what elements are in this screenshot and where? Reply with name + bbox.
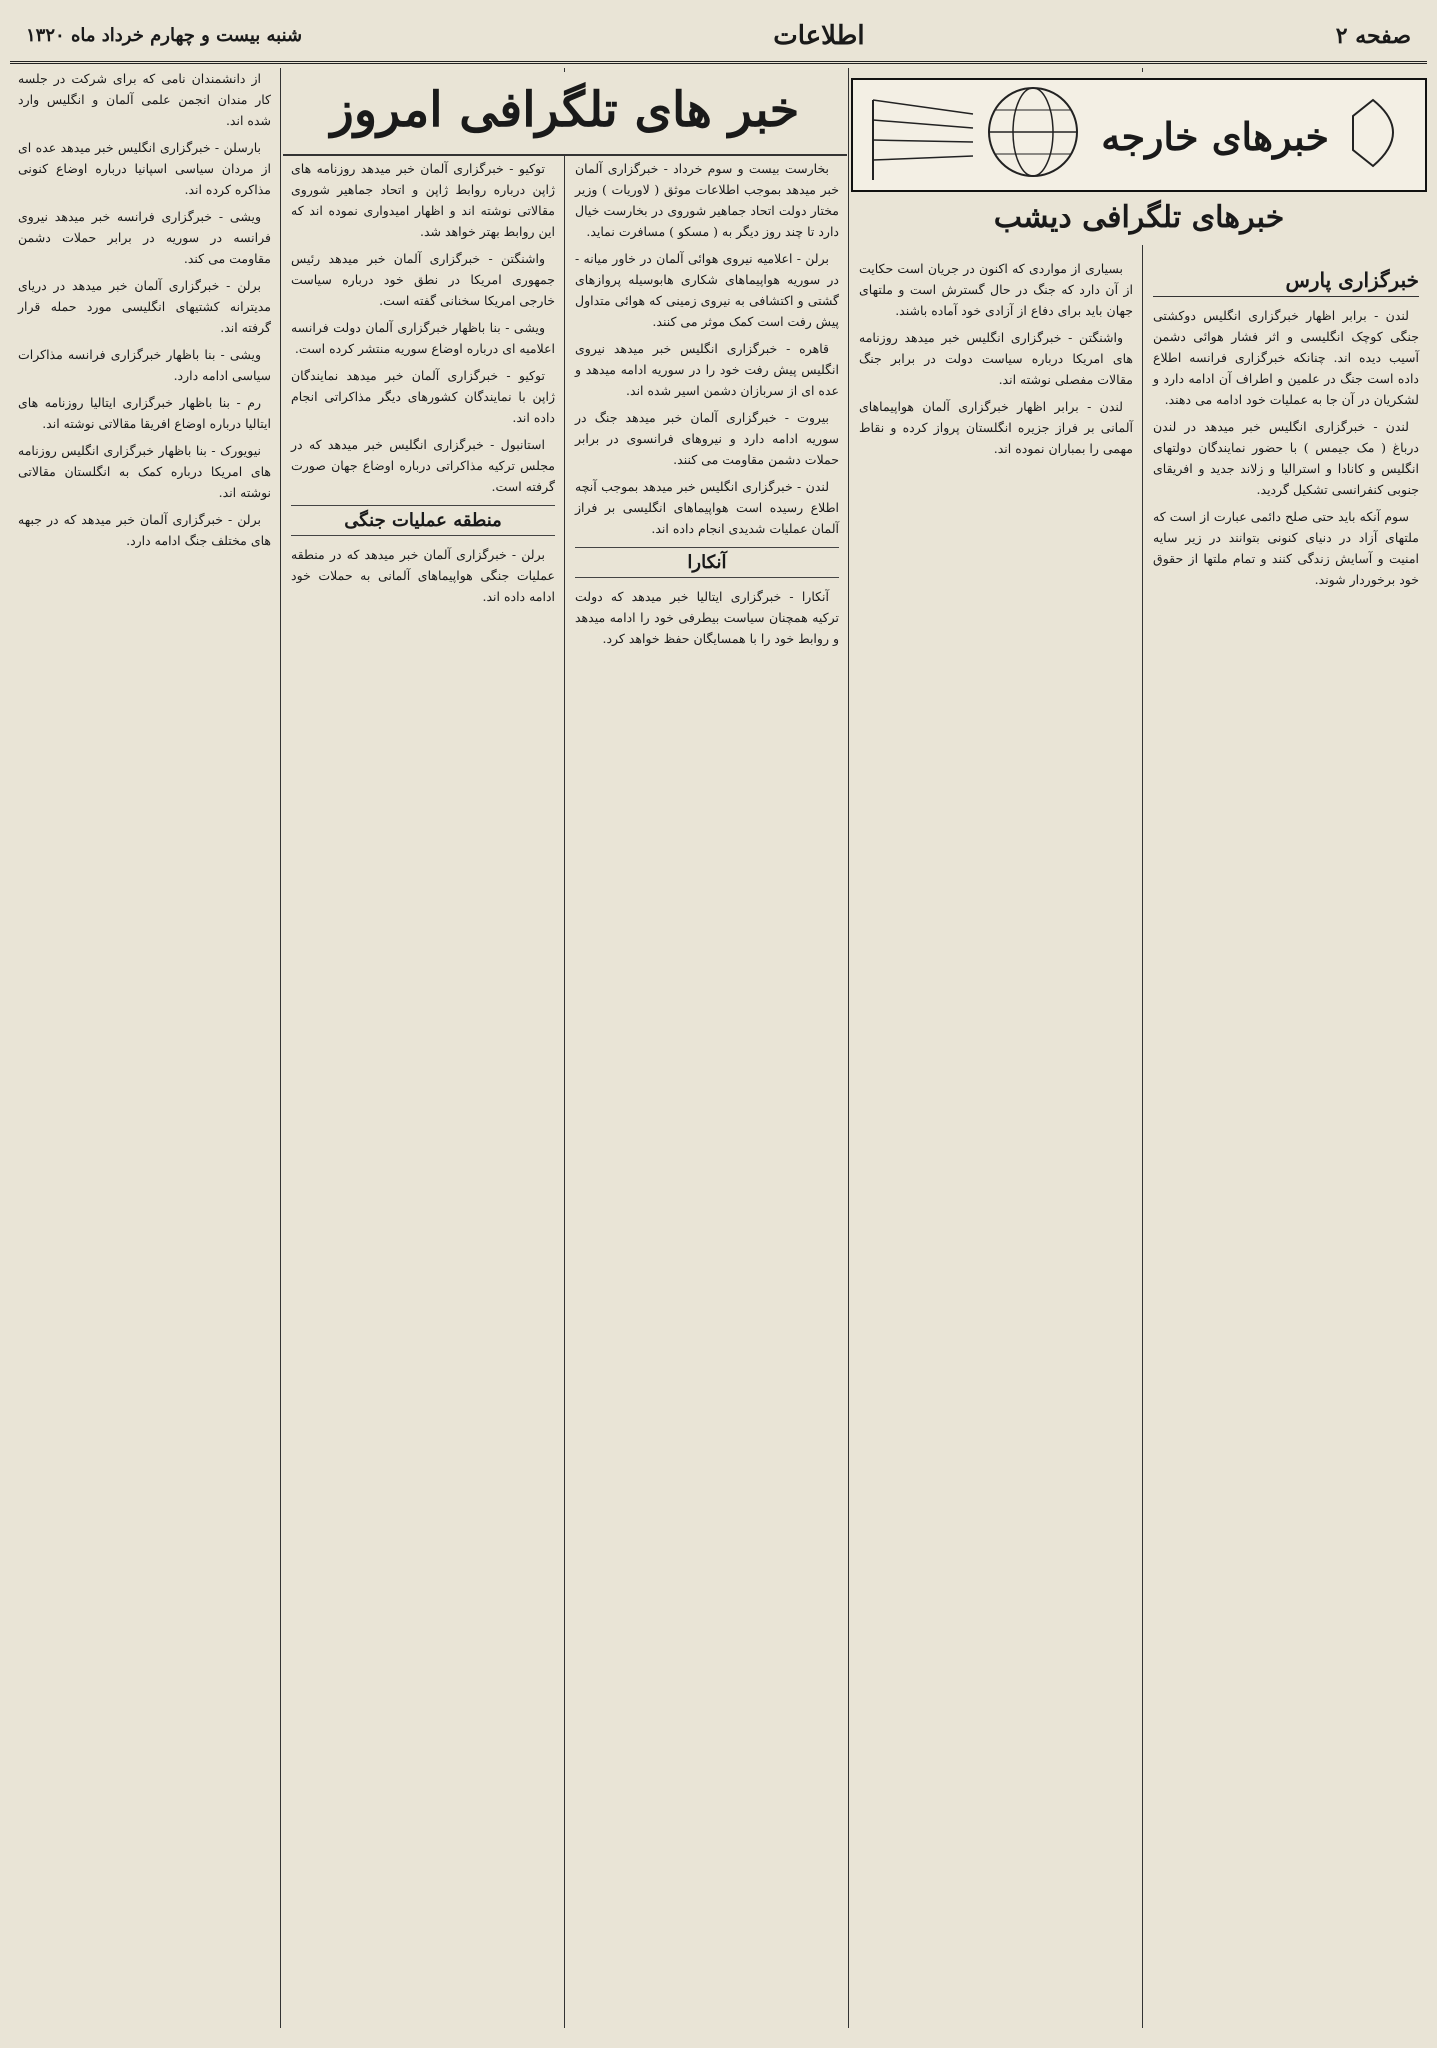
foreign-news-banner (851, 78, 1427, 192)
today-paragraph: توکیو - خبرگزاری آلمان خبر میدهد نمایندگان ژاپن با نمایندگان کشورهای دیگر مذاکراتی انجام داده اند. (291, 368, 555, 425)
issue-date: شنبه بیست و چهارم خرداد ماه ۱۳۲۰ (26, 25, 303, 46)
today-paragraph: بخارست بیست و سوم خرداد - خبرگزاری آلمان خبر میدهد بموجب اطلاعات موثق ( لاوریات ) وزیر مختار دولت اتحاد جماهیر شوروی در بخارست خیال دارد تا چند روز دیگر به ( مسکو ) مسافرت نماید. (575, 161, 839, 239)
column-today-1 (567, 68, 847, 2028)
today-text-1 (575, 158, 839, 539)
today-paragraph: بارسلن - خبرگزاری انگلیس خبر میدهد عده ای از مردان سیاسی اسپانیا درباره اوضاع کنونی مذاکره کرده اند. (18, 140, 271, 197)
column-today-3 (10, 68, 279, 2028)
column-rule (564, 68, 565, 2028)
foreign-paragraph: واشنگتن - خبرگزاری انگلیس خبر میدهد روزنامه های امریکا درباره سیاست دولت در برابر جنگ مقالات مفصلی نوشته اند. (859, 330, 1133, 387)
newspaper-page (10, 10, 1427, 2038)
foreign-text-1 (1153, 305, 1419, 590)
paper-name: اطلاعات (773, 20, 865, 51)
foreign-news-title: خبرهای خارجه (1101, 114, 1329, 159)
foreign-paragraph: سوم آنکه باید حتی صلح دائمی عبارت از است که ملتهای آزاد در دنیای کنونی بتوانند در زیر سایه امنیت و آسایش زندگی کنند و تمام ملتها از حقوق خود برخوردار شوند. (1153, 509, 1419, 587)
foreign-paragraph: بسیاری از مواردی که اکنون در جریان است حکایت از آن دارد که جنگ در حال گسترش است و ملتهای جهان باید برای دفاع از آزادی خود آماده باشند. (859, 261, 1133, 318)
column-rule (1142, 68, 1143, 2028)
foreign-banner-block (851, 72, 1427, 245)
today-paragraph: ویشی - خبرگزاری فرانسه خبر میدهد نیروی فرانسه در سوریه در برابر حملات دشمن مقاومت می کند. (18, 209, 271, 266)
column-rule (280, 68, 281, 2028)
today-banner-block (283, 72, 847, 156)
today-paragraph: برلن - خبرگزاری آلمان خبر میدهد که در جبهه های مختلف جنگ ادامه دارد. (18, 512, 271, 548)
masthead (10, 10, 1427, 64)
today-paragraph: ویشی - بنا باظهار خبرگزاری فرانسه مذاکرات سیاسی ادامه دارد. (18, 347, 271, 383)
today-paragraph: آنکارا - خبرگزاری ایتالیا خبر میدهد که دولت ترکیه همچنان سیاست بیطرفی خود را ادامه میدهد و روابط خود را با همسایگان حفظ خواهد کرد. (575, 589, 839, 646)
today-paragraph: استانبول - خبرگزاری انگلیس خبر میدهد که در مجلس ترکیه مذاکراتی درباره اوضاع جهان صورت گرفته است. (291, 437, 555, 494)
today-text-2 (291, 158, 555, 497)
column-rule (848, 68, 849, 2028)
last-night-dispatch-head: خبرهای تلگرافی دیشب (993, 200, 1285, 235)
foreign-paragraph: لندن - خبرگزاری انگلیس خبر میدهد در لندن درباغ ( مک جیمس ) با حضور نمایندگان دولتهای انگلیس و کانادا و استرالیا و زلاند جدید و افریقای جنوبی کنفرانسی تشکیل گردید. (1153, 419, 1419, 497)
today-paragraph: نیویورک - بنا باظهار خبرگزاری انگلیس روزنامه های امریکا درباره کمک به انگلستان مقالاتی نوشته اند. (18, 443, 271, 500)
column-foreign-2 (851, 68, 1141, 2028)
today-paragraph: بیروت - خبرگزاری آلمان خبر میدهد جنگ در سوریه ادامه دارد و نیروهای فرانسوی در برابر حملات دشمن مقاومت می کنند. (575, 410, 839, 467)
foreign-paragraph: لندن - برابر اظهار خبرگزاری انگلیس دوکشتی جنگی کوچک انگلیسی و اثر فشار هوائی دشمن آسیب دیده اند. چنانکه خبرگزاری فرانسه اطلاع داده است جنگ در علمین و اطراف آن ادامه دارد و لشکریان در آن جا به عملیات خود ادامه می دهند. (1153, 308, 1419, 407)
today-paragraph: ویشی - بنا باظهار خبرگزاری آلمان دولت فرانسه اعلامیه ای درباره اوضاع سوریه منتشر کرده است. (291, 320, 555, 356)
today-paragraph: رم - بنا باظهار خبرگزاری ایتالیا روزنامه های ایتالیا درباره اوضاع افریقا مقالاتی نوشته اند. (18, 395, 271, 431)
today-paragraph: قاهره - خبرگزاری انگلیس خبر میدهد نیروی انگلیس پیش رفت خود را در سوریه ادامه میدهد و عده ای از سربازان دشمن اسیر شده اند. (575, 341, 839, 398)
today-paragraph: لندن - خبرگزاری انگلیس خبر میدهد بموجب آنچه اطلاع رسیده است هواپیماهای انگلیسی بر فراز آلمان عملیات شدیدی انجام داده اند. (575, 479, 839, 536)
today-paragraph: از دانشمندان نامی که برای شرکت در جلسه کار مندان انجمن علمی آلمان و انگلیس وارد شده اند. (18, 71, 271, 128)
section-head-war-zone: منطقه عملیات جنگی (291, 505, 555, 536)
today-paragraph: برلن - اعلامیه نیروی هوائی آلمان در خاور میانه - در سوریه هواپیماهای شکاری هابوسیله پروازهای گشتی و اکتشافی به نیروی زمینی که هوائی متداول پیش رفت است کمک موثر می کنند. (575, 251, 839, 329)
pars-label: خبرگزاری پارس (1153, 268, 1419, 297)
foreign-text-2 (859, 258, 1133, 459)
today-paragraph: برلن - خبرگزاری آلمان خبر میدهد در دریای مدیترانه کشتیهای انگلیسی مورد حمله قرار گرفته اند. (18, 278, 271, 335)
today-paragraph: برلن - خبرگزاری آلمان خبر میدهد که در منطقه عملیات جنگی هواپیماهای آلمانی به حملات خود ادامه داده اند. (291, 547, 555, 604)
today-news-head: خبر های تلگرافی امروز (330, 82, 800, 138)
today-paragraph: واشنگتن - خبرگزاری آلمان خبر میدهد رئیس جمهوری امریکا در نطق خود درباره سیاست خارجی امریکا سخنانی گفته است. (291, 251, 555, 308)
foreign-paragraph: لندن - برابر اظهار خبرگزاری آلمان هواپیماهای آلمانی بر فراز جزیره انگلستان پرواز کرده و نقاط مهمی را بمباران نموده اند. (859, 399, 1133, 456)
column-today-2 (283, 68, 563, 2028)
today-paragraph: توکیو - خبرگزاری آلمان خبر میدهد روزنامه های ژاپن درباره روابط ژاپن و اتحاد جماهیر شوروی مقالاتی نوشته اند و اظهار امیدواری نموده اند که این روابط بهتر خواهد شد. (291, 161, 555, 239)
page-number: صفحه ۲ (1335, 22, 1411, 49)
today-text-3 (18, 68, 271, 551)
column-foreign-1 (1145, 68, 1427, 2028)
section-head-ankara: آنکارا (575, 547, 839, 578)
